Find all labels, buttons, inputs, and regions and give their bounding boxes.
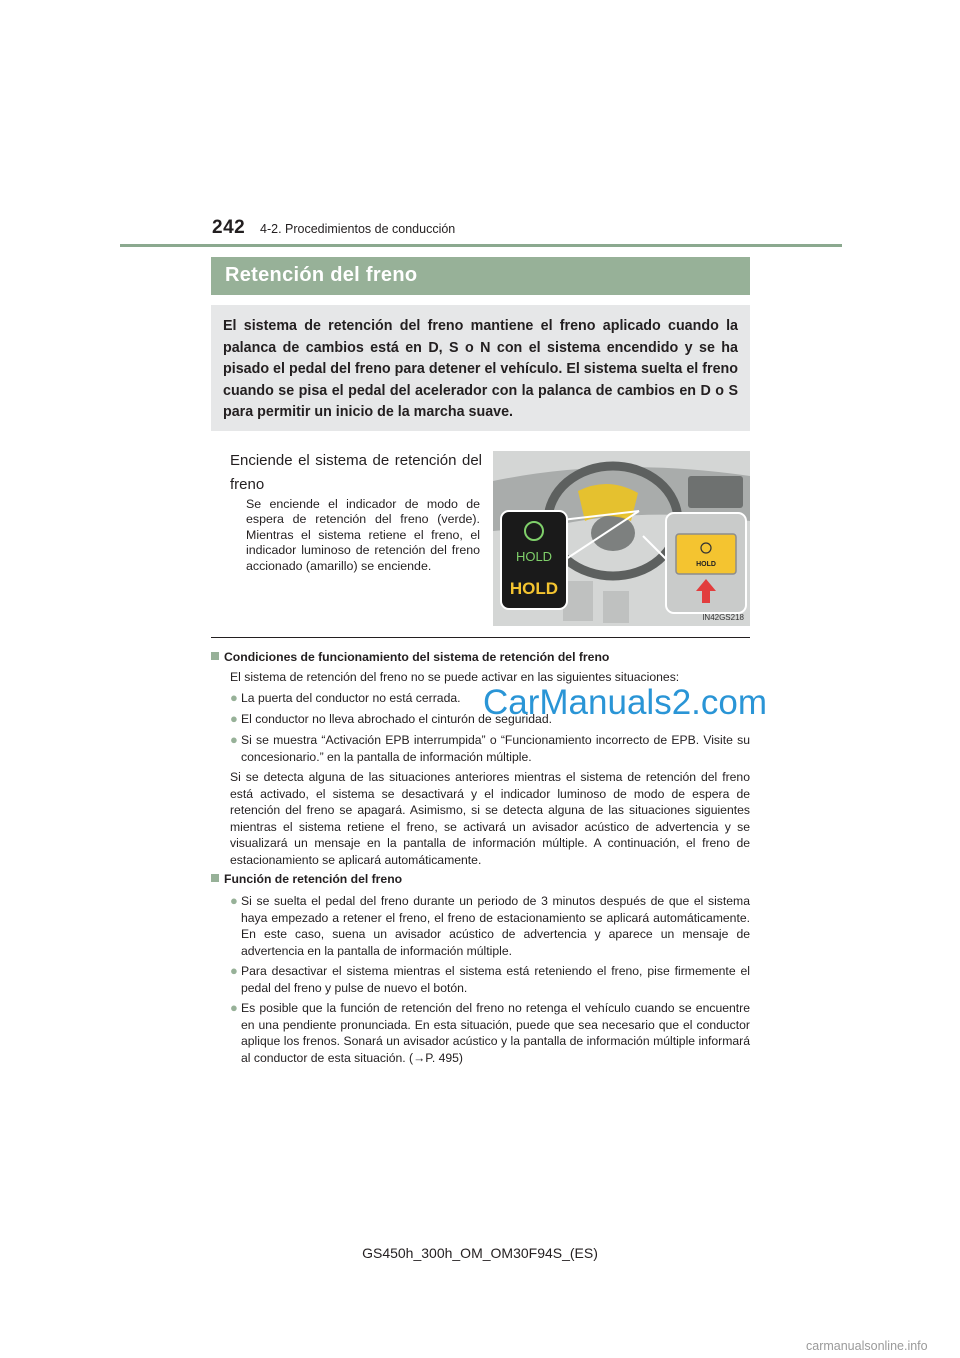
header-rule: [120, 244, 842, 247]
footer-code: GS450h_300h_OM_OM30F94S_(ES): [362, 1245, 598, 1261]
list-item: [230, 732, 750, 765]
intro-box: El sistema de retención del freno mantiene el freno aplicado cuando la palanca de cambios está en D, S o N con el sistema encendido y se ha pisado el pedal del freno para detener el vehículo. El sistema suelta el freno cuando se pisa el pedal del acelerador con la palanca de cambios en D o S para permitir un inicio de la marcha suave.: [211, 305, 750, 431]
svg-text:HOLD: HOLD: [696, 561, 716, 568]
bullet-icon: ●: [230, 1000, 238, 1015]
bullet-icon: ●: [230, 732, 238, 747]
bullet-text: La puerta del conductor no está cerrada.: [241, 691, 461, 705]
bullet-text: Es posible que la función de retención del freno no retenga el vehículo cuando se encuentre en una pendiente pronunciada. En esta situación, puede que sea necesario que el conductor aplique los frenos. Sonará un avisador acústico y la pantalla de información múltiple informará al conductor de esta situación. (→P. 495): [241, 1001, 750, 1065]
note-heading-text: Función de retención del freno: [224, 872, 403, 886]
list-item: [230, 963, 750, 996]
note-heading-function: [211, 872, 402, 886]
bullet-icon: ●: [230, 963, 238, 978]
watermark-bottom: carmanualsonline.info: [806, 1339, 928, 1353]
step-description: Se enciende el indicador de modo de espera de retención del freno (verde). Mientras el sistema retiene el freno, el indicador luminoso de retención del freno accionado (amarillo) se enciende.: [246, 497, 480, 573]
svg-text:HOLD: HOLD: [515, 549, 553, 564]
dashboard-illustration: [493, 451, 750, 626]
note-trailing: Si se detecta alguna de las situaciones anteriores mientras el sistema de retención del freno está activado, el sistema se desactivará y el indicador luminoso de modo de espera de retención del freno se apagará. Asimismo, si se detecta alguna de las situaciones siguientes mientras el sistema retiene el freno, se activará un avisador acústico de advertencia y se visualizará un mensaje en la pantalla de información múltiple. A continuación, el freno de estacionamiento se aplicará automáticamente.: [230, 770, 750, 867]
note-lead: El sistema de retención del freno no se puede activar en las siguientes situaciones:: [230, 670, 680, 684]
section-reference: 4-2. Procedimientos de conducción: [260, 222, 456, 236]
note-heading-conditions: [211, 650, 609, 664]
bullet-text: Para desactivar el sistema mientras el sistema está reteniendo el freno, pise firmemente el pedal del freno y pulse de nuevo el botón.: [241, 964, 750, 995]
square-bullet-icon: [211, 652, 219, 660]
hold-illustration: [493, 451, 750, 626]
illustration-code: IN42GS218: [702, 613, 744, 622]
note-heading-text: Condiciones de funcionamiento del sistema de retención del freno: [224, 650, 610, 664]
divider: [211, 637, 750, 638]
square-bullet-icon: [211, 874, 219, 882]
list-item: [230, 1000, 750, 1066]
watermark-logo: CarManuals2.com: [483, 683, 767, 722]
list-item: [230, 893, 750, 959]
bullet-text: Si se muestra “Activación EPB interrumpida” o “Funcionamiento incorrecto de EPB. Visite su concesionario.” en la pantalla de información múltiple.: [241, 733, 750, 764]
step-title: Enciende el sistema de retención del freno: [230, 452, 482, 493]
bullet-text: Si se suelta el pedal del freno durante un periodo de 3 minutos después de que el sistema haya empezado a retener el freno, el freno de estacionamiento se aplicará automáticamente. En este caso, suena un avisador acústico de advertencia y aparece un mensaje de advertencia en la pantalla de información múltiple.: [241, 894, 750, 958]
bullet-icon: ●: [230, 711, 238, 726]
svg-text:HOLD: HOLD: [509, 579, 559, 598]
bullet-icon: ●: [230, 893, 238, 908]
bullet-icon: ●: [230, 690, 238, 705]
page-number: 242: [212, 217, 246, 238]
section-title-bar: [211, 257, 750, 295]
section-title: Retención del freno: [225, 264, 418, 286]
bullet-text: El conductor no lleva abrochado el cinturón de seguridad.: [241, 712, 552, 726]
